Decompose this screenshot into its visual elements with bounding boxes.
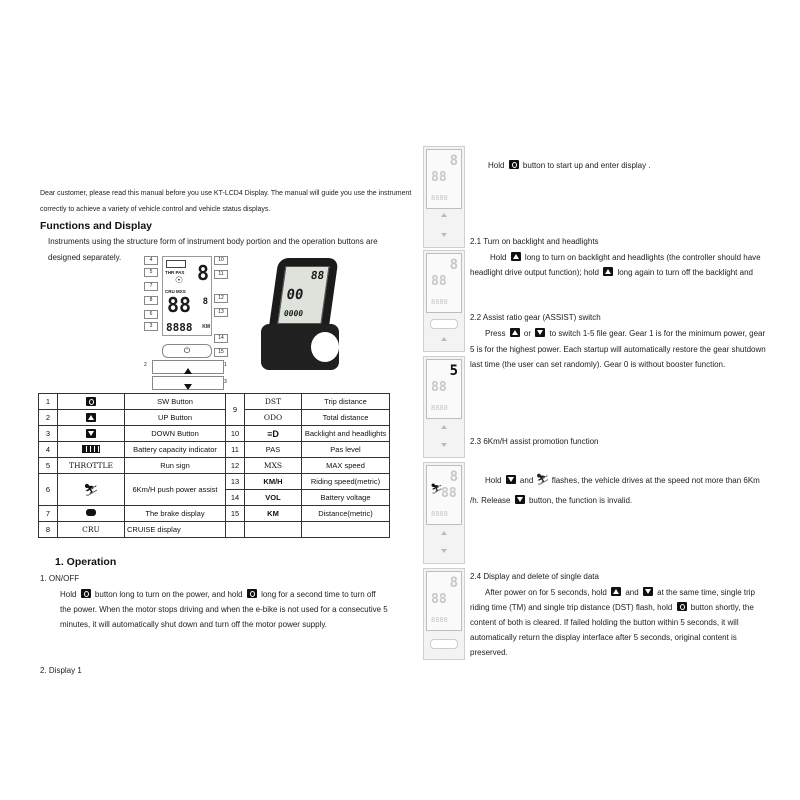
cell: 8 xyxy=(39,522,58,538)
cell xyxy=(245,522,302,538)
text: long to turn on backlight and headlights (the controller should have xyxy=(524,253,761,262)
lcd-digits: 88 xyxy=(431,274,447,289)
section-2-2-line-3: last time (the user can set randomly). Gear 0 is without booster function. xyxy=(470,360,726,369)
text: to switch 1-5 file gear. Gear 1 is for the minimum power, gear xyxy=(549,329,766,338)
cell: CRU xyxy=(58,522,125,538)
cell: SW Button xyxy=(125,394,226,410)
operation-item-2-title: 2. Display 1 xyxy=(40,666,82,675)
text: headlight drive output function); hold xyxy=(470,268,599,277)
cell: MXS xyxy=(245,458,302,474)
lcd-bottom: 8888 xyxy=(431,404,448,412)
cell: ODO xyxy=(245,410,302,426)
functions-heading: Functions and Display xyxy=(40,220,153,232)
lcd-diagram xyxy=(140,252,230,392)
functions-desc-1: Instruments using the structure form of instrument body portion and the operation buttons are xyxy=(48,237,378,246)
lcd-digit: 8 xyxy=(449,257,458,273)
text: Press xyxy=(485,329,506,338)
cell: MAX speed xyxy=(302,458,390,474)
callout-3b: 3 xyxy=(224,379,227,385)
callout-8: 8 xyxy=(144,296,158,305)
section-2-2-line-2: 5 is for the highest power. Each startup will automatically restore the gear shutdown xyxy=(470,345,766,354)
device-screen xyxy=(277,266,329,324)
callout-4: 4 xyxy=(144,256,158,265)
cell xyxy=(302,522,390,538)
lcd-digits: 88 xyxy=(441,486,457,501)
text: After power on for 5 seconds, hold xyxy=(485,588,607,597)
section-2-4-title: 2.4 Display and delete of single data xyxy=(470,572,599,581)
text: /h. Release xyxy=(470,496,511,505)
spec-table xyxy=(38,393,390,538)
table-row xyxy=(39,458,390,474)
cell: 4 xyxy=(39,442,58,458)
device-screen-top: 88 xyxy=(309,269,326,282)
battery-icon xyxy=(82,445,100,453)
text: Hold xyxy=(488,161,505,170)
headlight-icon: ≡D xyxy=(267,428,279,439)
cell: 7 xyxy=(39,506,58,522)
cell: THROTTLE xyxy=(58,458,125,474)
text: button to start up and enter display . xyxy=(522,161,651,170)
cell: Distance(metric) xyxy=(302,506,390,522)
down-arrow-icon xyxy=(441,549,447,553)
cell xyxy=(58,474,125,506)
lcd-bottom: 8888 xyxy=(431,194,448,202)
down-button-diagram xyxy=(152,376,224,390)
text: button shortly, the xyxy=(690,603,754,612)
up-arrow-icon xyxy=(441,425,447,429)
cell xyxy=(58,442,125,458)
lcd-thumb-5 xyxy=(423,568,465,660)
device-illustration xyxy=(255,258,345,380)
cell: 13 xyxy=(226,474,245,490)
callout-15: 15 xyxy=(214,348,228,357)
up-icon xyxy=(510,328,520,337)
callout-2: 2 xyxy=(144,362,147,368)
table-row xyxy=(39,474,390,490)
lcd-thumb-screen xyxy=(426,359,462,419)
intro-line-2: correctly to achieve a variety of vehicle control and vehicle status displays. xyxy=(40,206,271,213)
cru-mxs-label: CRU MXS xyxy=(165,289,186,294)
bike-icon: ☉ xyxy=(175,275,184,285)
cell: 2 xyxy=(39,410,58,426)
section-2-4-line-4: automatically return the display interface after 5 seconds, original content is xyxy=(470,633,737,642)
lcd-bottom: 8888 xyxy=(431,616,448,624)
text: Hold xyxy=(490,253,507,262)
down-icon xyxy=(515,495,525,504)
callout-5: 5 xyxy=(144,268,158,277)
power-button-diagram: ⏻ xyxy=(162,344,212,358)
walk-bike-icon: ⛷ xyxy=(430,484,443,495)
callout-10: 10 xyxy=(214,256,228,265)
down-arrow-icon xyxy=(441,443,447,447)
lcd-diagram-screen xyxy=(162,256,212,336)
operation-item-1-line-3: minutes, it will automatically shut down and turn off the motor power supply. xyxy=(60,620,327,629)
cell xyxy=(58,506,125,522)
power-icon xyxy=(247,589,257,598)
section-2-4-line-5: preserved. xyxy=(470,648,508,657)
callout-12: 12 xyxy=(214,294,228,303)
distance-unit: KM xyxy=(202,324,210,330)
section-2-3-title: 2.3 6Km/H assist promotion function xyxy=(470,437,599,446)
cell: Total distance xyxy=(302,410,390,426)
cell: Run sign xyxy=(125,458,226,474)
operation-heading: 1. Operation xyxy=(55,556,117,568)
lcd-thumb-3 xyxy=(423,356,465,458)
text: Hold xyxy=(485,476,502,485)
cell: The brake display xyxy=(125,506,226,522)
device-clamp xyxy=(261,324,339,370)
device-screen-bottom: 0000 xyxy=(283,309,304,318)
cell: Backlight and headlights xyxy=(302,426,390,442)
callout-3: 3 xyxy=(144,322,158,331)
text: riding time (TM) and single trip distance (DST) flash, hold xyxy=(470,603,673,612)
cell: 12 xyxy=(226,458,245,474)
power-icon xyxy=(81,589,91,598)
cell: 10 xyxy=(226,426,245,442)
cell: KM xyxy=(245,506,302,522)
lcd-thumb-screen xyxy=(426,465,462,525)
section-2-1-title: 2.1 Turn on backlight and headlights xyxy=(470,237,599,246)
lcd-digit: 8 xyxy=(449,153,458,169)
lcd-thumb-2 xyxy=(423,250,465,352)
clamp-hole xyxy=(311,332,339,362)
lcd-bottom: 8888 xyxy=(431,510,448,518)
intro-line-1: Dear customer, please read this manual before you use KT-LCD4 Display. The manual will guide you use the instrument xyxy=(40,190,412,197)
distance-digits: 8888 xyxy=(166,321,193,334)
down-icon xyxy=(535,328,545,337)
down-icon xyxy=(506,475,516,484)
up-arrow-icon xyxy=(441,531,447,535)
section-2-4-line-1 xyxy=(485,585,755,600)
section-2-1-line-2 xyxy=(470,265,753,280)
cell xyxy=(58,394,125,410)
down-icon xyxy=(86,429,96,438)
gear-digit: 5 xyxy=(449,363,458,379)
lcd-digit: 8 xyxy=(449,575,458,591)
text: button long to turn on the power, and hold xyxy=(94,590,243,599)
table-row xyxy=(39,394,390,410)
cell: CRUISE display xyxy=(125,522,226,538)
section-2-2-line-1 xyxy=(485,326,765,341)
text: long for a second time to turn off xyxy=(261,590,376,599)
callout-7: 7 xyxy=(144,282,158,291)
cell xyxy=(58,426,125,442)
section-2-4-line-2 xyxy=(470,600,754,615)
walk-bike-icon: ⛷ xyxy=(83,482,99,497)
table-row xyxy=(39,410,390,426)
cell: Riding speed(metric) xyxy=(302,474,390,490)
up-button-diagram xyxy=(152,360,224,374)
cell: 6 xyxy=(39,474,58,506)
power-icon xyxy=(677,602,687,611)
cell: 1 xyxy=(39,394,58,410)
lcd-bottom: 8888 xyxy=(431,298,448,306)
text: Hold xyxy=(60,590,77,599)
lcd-digits: 88 xyxy=(431,592,447,607)
text: flashes, the vehicle drives at the speed not more than 6Km xyxy=(551,476,760,485)
text: and xyxy=(625,588,639,597)
power-icon xyxy=(509,160,519,169)
cell: PAS xyxy=(245,442,302,458)
device-screen-mid: 00 xyxy=(285,287,305,303)
section-2-2-title: 2.2 Assist ratio gear (ASSIST) switch xyxy=(470,313,601,322)
text: at the same time, single trip xyxy=(657,588,755,597)
text: long again to turn off the backlight and xyxy=(617,268,753,277)
operation-item-1-line-1 xyxy=(60,587,376,602)
speed-decimal: 8 xyxy=(202,297,208,307)
cell xyxy=(245,426,302,442)
cell: KM/H xyxy=(245,474,302,490)
lcd-digits: 88 xyxy=(431,380,447,395)
pas-digit: 8 xyxy=(196,261,209,285)
startup-line xyxy=(488,158,651,173)
speed-digits: 88 xyxy=(167,293,192,317)
up-arrow-icon xyxy=(441,213,447,217)
callout-13: 13 xyxy=(214,308,228,317)
callout-11: 11 xyxy=(214,270,228,279)
up-icon xyxy=(611,587,621,596)
cell: 3 xyxy=(39,426,58,442)
callout-1: 1 xyxy=(224,362,227,368)
lcd-thumb-screen xyxy=(426,149,462,209)
up-icon xyxy=(511,252,521,261)
battery-icon xyxy=(166,260,186,268)
callout-6: 6 xyxy=(144,310,158,319)
cell: 5 xyxy=(39,458,58,474)
down-icon xyxy=(643,587,653,596)
up-arrow-icon xyxy=(184,368,192,374)
down-arrow-icon xyxy=(441,233,447,237)
up-arrow-icon xyxy=(441,337,447,341)
up-icon xyxy=(603,267,613,276)
thr-pas-label: THR PAS xyxy=(165,270,185,275)
cell: 6Km/H push power assist xyxy=(125,474,226,506)
table-row xyxy=(39,522,390,538)
cell: DST xyxy=(245,394,302,410)
text: button, the function is invalid. xyxy=(528,496,633,505)
operation-item-1-line-2: the power. When the motor stops driving and when the e-bike is not used for a consecutive 5 xyxy=(60,605,388,614)
lcd-thumb-screen xyxy=(426,253,462,313)
cell xyxy=(58,410,125,426)
cell: 11 xyxy=(226,442,245,458)
cell: Trip distance xyxy=(302,394,390,410)
up-icon xyxy=(86,413,96,422)
callout-14: 14 xyxy=(214,334,228,343)
section-2-3-line-2 xyxy=(470,493,632,508)
functions-desc-2: designed separately. xyxy=(48,253,122,262)
cell: 15 xyxy=(226,506,245,522)
down-arrow-icon xyxy=(184,384,192,390)
lcd-thumb-4 xyxy=(423,462,465,564)
cell: 14 xyxy=(226,490,245,506)
cell: Battery voltage xyxy=(302,490,390,506)
operation-item-1-title: 1. ON/OFF xyxy=(40,574,80,583)
lcd-digits: 88 xyxy=(431,170,447,185)
cell: Pas level xyxy=(302,442,390,458)
cell: DOWN Button xyxy=(125,426,226,442)
text: and xyxy=(519,476,534,485)
section-2-4-line-3: content of both is cleared. If failed holding the button within 5 seconds, it will xyxy=(470,618,739,627)
table-row xyxy=(39,506,390,522)
table-row xyxy=(39,442,390,458)
text: or xyxy=(523,329,532,338)
cell: Battery capacity indicator xyxy=(125,442,226,458)
brake-icon xyxy=(86,509,96,516)
cell: UP Button xyxy=(125,410,226,426)
walk-bike-icon: ⛷ xyxy=(535,474,550,486)
cell: 9 xyxy=(226,394,245,426)
table-row xyxy=(39,426,390,442)
lcd-thumb-1 xyxy=(423,146,465,248)
lcd-key xyxy=(430,319,458,329)
section-2-1-line-1 xyxy=(490,250,761,265)
lcd-digit: 8 xyxy=(449,469,458,485)
cell xyxy=(226,522,245,538)
lcd-thumb-screen xyxy=(426,571,462,631)
section-2-3-line-1 xyxy=(485,473,760,488)
power-icon xyxy=(86,397,96,406)
cell: VOL xyxy=(245,490,302,506)
lcd-key xyxy=(430,639,458,649)
